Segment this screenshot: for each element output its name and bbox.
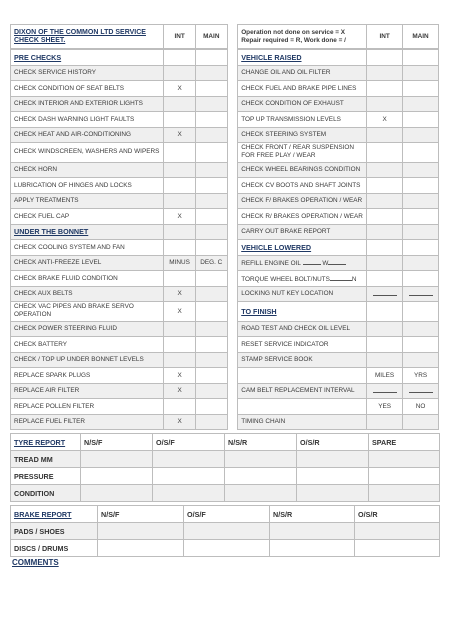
check-row [11,414,439,430]
check-item-right: CARRY OUT BRAKE REPORT [238,224,367,240]
brake-cell[interactable] [270,523,355,540]
check-row [11,193,439,209]
check-row [11,96,439,112]
blank-line[interactable] [373,289,397,296]
check-int-right[interactable]: YES [367,399,403,415]
check-int-left[interactable] [164,143,196,163]
check-item-right: CHECK CONDITION OF EXHAUST [238,96,367,112]
check-main-left[interactable] [195,321,227,337]
brake-col-osf: O/S/F [184,506,270,523]
check-item-right: VEHICLE LOWERED [238,240,367,256]
check-int-right[interactable] [367,65,403,81]
check-item-right: TIMING CHAIN [238,414,367,430]
tyre-cell[interactable] [153,468,225,485]
legend: Operation not done on service = X Repair required = R, Work done = / [238,25,367,49]
check-main-left[interactable] [195,302,227,322]
check-main-left[interactable] [195,162,227,178]
check-row [11,240,439,256]
check-main-left[interactable] [195,127,227,143]
check-main-right[interactable] [403,414,439,430]
check-int-right[interactable] [367,96,403,112]
check-int-right[interactable] [367,178,403,194]
tyre-col-spare: SPARE [369,434,440,451]
check-int-right[interactable] [367,50,403,66]
blank-line[interactable] [373,386,397,393]
check-row [11,399,439,415]
tyre-cell[interactable] [153,485,225,502]
check-int-right[interactable] [367,414,403,430]
check-int-right[interactable] [367,302,403,322]
check-main-right[interactable] [403,321,439,337]
check-main-left[interactable]: DEG. C [195,255,227,271]
check-int-left[interactable] [164,352,196,368]
brake-report-title: BRAKE REPORT [11,506,98,523]
check-item-left: CHECK BRAKE FLUID CONDITION [11,271,164,287]
check-int-right[interactable] [367,224,403,240]
check-item-right: VEHICLE RAISED [238,50,367,66]
check-row [11,209,439,225]
sheet-title: DIXON OF THE COMMON LTD SERVICE CHECK SHEET. [11,25,164,49]
tyre-row [11,451,440,468]
check-row [11,65,439,81]
check-item-left: REPLACE FUEL FILTER [11,414,164,430]
check-main-left[interactable] [195,224,227,240]
check-item-left: CHECK ANTI-FREEZE LEVEL [11,255,164,271]
check-main-left[interactable] [195,271,227,287]
check-item-right: CHECK FUEL AND BRAKE PIPE LINES [238,81,367,97]
check-int-left[interactable] [164,162,196,178]
check-int-right[interactable] [367,209,403,225]
check-item-right: STAMP SERVICE BOOK [238,352,367,368]
brake-cell[interactable] [98,540,184,557]
tyre-cell[interactable] [369,485,440,502]
checklist-table [10,24,439,49]
tyre-row [11,485,440,502]
check-main-right[interactable] [403,112,439,128]
check-int-left[interactable]: X [164,383,196,399]
check-int-left[interactable]: X [164,302,196,322]
check-main-right[interactable] [403,209,439,225]
tyre-cell[interactable] [225,468,297,485]
blank-line[interactable] [330,274,352,281]
check-int-right[interactable] [367,162,403,178]
brake-cell[interactable] [355,523,440,540]
check-item-left: CHECK / TOP UP UNDER BONNET LEVELS [11,352,164,368]
check-int-right[interactable] [367,81,403,97]
check-item-left: CHECK BATTERY [11,337,164,353]
check-int-left[interactable]: X [164,414,196,430]
check-main-right[interactable] [403,302,439,322]
check-main-left[interactable] [195,337,227,353]
check-int-right[interactable] [367,127,403,143]
check-item-left: CHECK AUX BELTS [11,286,164,302]
check-main-left[interactable] [195,209,227,225]
tyre-col-osf: O/S/F [153,434,225,451]
tyre-report-table [10,433,440,502]
brake-header-row [11,506,440,523]
check-main-right[interactable] [403,162,439,178]
check-item-left: CHECK HORN [11,162,164,178]
refill-w: W [322,260,329,268]
check-item-right: CAM BELT REPLACEMENT INTERVAL [238,383,367,399]
check-int-left[interactable] [164,178,196,194]
check-row [11,321,439,337]
brake-cell[interactable] [98,523,184,540]
torque-n: N [351,275,357,283]
tyre-row-label: CONDITION [11,485,81,502]
check-item-left: CHECK CONDITION OF SEAT BELTS [11,81,164,97]
tyre-header-row [11,434,440,451]
check-item-right [238,368,367,384]
check-item-right: CHANGE OIL AND OIL FILTER [238,65,367,81]
tyre-col-nsr: N/S/R [225,434,297,451]
brake-row-label: PADS / SHOES [11,523,98,540]
check-item-left: REPLACE SPARK PLUGS [11,368,164,384]
check-row [11,127,439,143]
check-int-left[interactable]: X [164,368,196,384]
check-int-left[interactable] [164,399,196,415]
check-int-right[interactable] [367,255,403,271]
check-row [11,178,439,194]
check-row [11,352,439,368]
check-main-right[interactable] [403,337,439,353]
brake-cell[interactable] [355,540,440,557]
check-item-left: LUBRICATION OF HINGES AND LOCKS [11,178,164,194]
tyre-cell[interactable] [297,468,369,485]
check-row [11,224,439,240]
check-row [11,286,439,302]
check-int-left[interactable]: X [164,127,196,143]
col-main-right: MAIN [403,25,439,49]
check-item-right: TOP UP TRANSMISSION LEVELS [238,112,367,128]
check-item-left: CHECK WINDSCREEN, WASHERS AND WIPERS [11,143,164,163]
check-main-right[interactable] [403,81,439,97]
tyre-report-title: TYRE REPORT [11,434,81,451]
check-int-left[interactable] [164,321,196,337]
check-int-left[interactable] [164,224,196,240]
check-int-right[interactable] [367,143,403,163]
check-int-left[interactable]: X [164,209,196,225]
tyre-col-nsf: N/S/F [81,434,153,451]
check-main-right[interactable] [403,286,439,302]
check-item-right [238,271,367,287]
check-int-left[interactable] [164,337,196,353]
check-item-right: CHECK R/ BRAKES OPERATION / WEAR [238,209,367,225]
check-row [11,271,439,287]
brake-col-nsr: N/S/R [270,506,355,523]
check-main-right[interactable] [403,352,439,368]
check-main-right[interactable] [403,271,439,287]
check-main-right[interactable] [403,143,439,163]
check-int-right[interactable]: X [367,112,403,128]
check-item-right: RESET SERVICE INDICATOR [238,337,367,353]
check-item-left: REPLACE POLLEN FILTER [11,399,164,415]
col-main-left: MAIN [195,25,227,49]
check-item-left: CHECK HEAT AND AIR-CONDITIONING [11,127,164,143]
check-item-right: CHECK CV BOOTS AND SHAFT JOINTS [238,178,367,194]
check-int-left[interactable] [164,240,196,256]
check-row [11,162,439,178]
check-item-right: CHECK FRONT / REAR SUSPENSION FOR FREE PLAY / WEAR [238,143,367,163]
check-main-left[interactable] [195,65,227,81]
tyre-cell[interactable] [153,451,225,468]
check-item-right: CHECK WHEEL BEARINGS CONDITION [238,162,367,178]
check-int-right[interactable] [367,337,403,353]
sheet-header [11,25,439,49]
check-item-left: CHECK VAC PIPES AND BRAKE SERVO OPERATION [11,302,164,322]
brake-report-table [10,505,440,557]
check-item-left: CHECK POWER STEERING FLUID [11,321,164,337]
check-int-right[interactable] [367,321,403,337]
check-item-right: TO FINISH [238,302,367,322]
check-main-right[interactable] [403,255,439,271]
check-item-left: APPLY TREATMENTS [11,193,164,209]
tyre-cell[interactable] [81,485,153,502]
check-item-left: CHECK INTERIOR AND EXTERIOR LIGHTS [11,96,164,112]
check-item-right: ROAD TEST AND CHECK OIL LEVEL [238,321,367,337]
check-main-left[interactable] [195,143,227,163]
tyre-row [11,468,440,485]
check-row [11,81,439,97]
check-item-left: REPLACE AIR FILTER [11,383,164,399]
check-item-left: CHECK SERVICE HISTORY [11,65,164,81]
brake-row [11,540,440,557]
torque-label: TORQUE WHEEL BOLT/NUTS [241,275,330,283]
check-main-left[interactable] [195,81,227,97]
tyre-cell[interactable] [225,485,297,502]
check-row [11,302,439,322]
tyre-cell[interactable] [369,468,440,485]
tyre-col-osr: O/S/R [297,434,369,451]
check-item-right [238,255,367,271]
brake-cell[interactable] [184,540,270,557]
check-main-left[interactable] [195,112,227,128]
check-main-left[interactable] [195,414,227,430]
check-main-left[interactable] [195,368,227,384]
tyre-cell[interactable] [297,451,369,468]
check-main-right[interactable] [403,50,439,66]
col-int-right: INT [367,25,403,49]
check-int-left[interactable] [164,50,196,66]
check-item-left: UNDER THE BONNET [11,224,164,240]
check-item-right: CHECK F/ BRAKES OPERATION / WEAR [238,193,367,209]
brake-cell[interactable] [184,523,270,540]
brake-col-nsf: N/S/F [98,506,184,523]
check-int-right[interactable]: MILES [367,368,403,384]
check-int-right[interactable] [367,286,403,302]
check-main-right[interactable] [403,240,439,256]
blank-line[interactable] [409,289,433,296]
check-main-left[interactable] [195,399,227,415]
check-row [11,383,439,399]
check-int-left[interactable] [164,112,196,128]
check-main-right[interactable]: NO [403,399,439,415]
check-int-left[interactable]: X [164,81,196,97]
check-main-right[interactable] [403,96,439,112]
check-main-left[interactable] [195,96,227,112]
check-int-left[interactable] [164,65,196,81]
tyre-cell[interactable] [369,451,440,468]
check-int-left[interactable] [164,96,196,112]
check-int-right[interactable] [367,240,403,256]
service-check-sheet [10,24,439,557]
check-item-left: CHECK COOLING SYSTEM AND FAN [11,240,164,256]
check-main-right[interactable] [403,383,439,399]
tyre-row-label: PRESSURE [11,468,81,485]
check-row [11,112,439,128]
check-item-right [238,399,367,415]
check-row [11,368,439,384]
tyre-cell[interactable] [297,485,369,502]
check-main-left[interactable] [195,50,227,66]
check-int-left[interactable]: X [164,286,196,302]
check-main-right[interactable] [403,127,439,143]
refill-label: REFILL ENGINE OIL [241,260,301,268]
tyre-cell[interactable] [225,451,297,468]
check-row [11,255,439,271]
check-item-left: CHECK FUEL CAP [11,209,164,225]
brake-col-osr: O/S/R [355,506,440,523]
check-int-left[interactable] [164,193,196,209]
tyre-row-label: TREAD MM [11,451,81,468]
check-main-left[interactable] [195,240,227,256]
brake-row [11,523,440,540]
check-row [11,143,439,163]
check-main-right[interactable] [403,224,439,240]
check-int-right[interactable] [367,193,403,209]
check-rows [10,49,439,430]
check-row [11,337,439,353]
check-row [11,50,439,66]
check-item-left: CHECK DASH WARNING LIGHT FAULTS [11,112,164,128]
check-main-left[interactable] [195,178,227,194]
check-int-left[interactable]: MINUS [164,255,196,271]
check-main-left[interactable] [195,286,227,302]
brake-row-label: DISCS / DRUMS [11,540,98,557]
check-item-right: LOCKING NUT KEY LOCATION [238,286,367,302]
check-main-left[interactable] [195,193,227,209]
check-main-left[interactable] [195,383,227,399]
check-item-right: CHECK STEERING SYSTEM [238,127,367,143]
check-int-right[interactable] [367,352,403,368]
check-int-right[interactable] [367,271,403,287]
col-int-left: INT [164,25,196,49]
tyre-cell[interactable] [81,468,153,485]
blank-line[interactable] [303,258,321,265]
blank-line[interactable] [328,258,346,265]
check-int-left[interactable] [164,271,196,287]
check-int-right[interactable] [367,383,403,399]
check-main-right[interactable] [403,65,439,81]
blank-line[interactable] [409,386,433,393]
tyre-cell[interactable] [81,451,153,468]
check-main-left[interactable] [195,352,227,368]
check-main-right[interactable] [403,193,439,209]
check-main-right[interactable] [403,178,439,194]
comments-heading: COMMENTS [12,558,59,567]
check-item-left: PRE CHECKS [11,50,164,66]
check-main-right[interactable]: YRS [403,368,439,384]
brake-cell[interactable] [270,540,355,557]
